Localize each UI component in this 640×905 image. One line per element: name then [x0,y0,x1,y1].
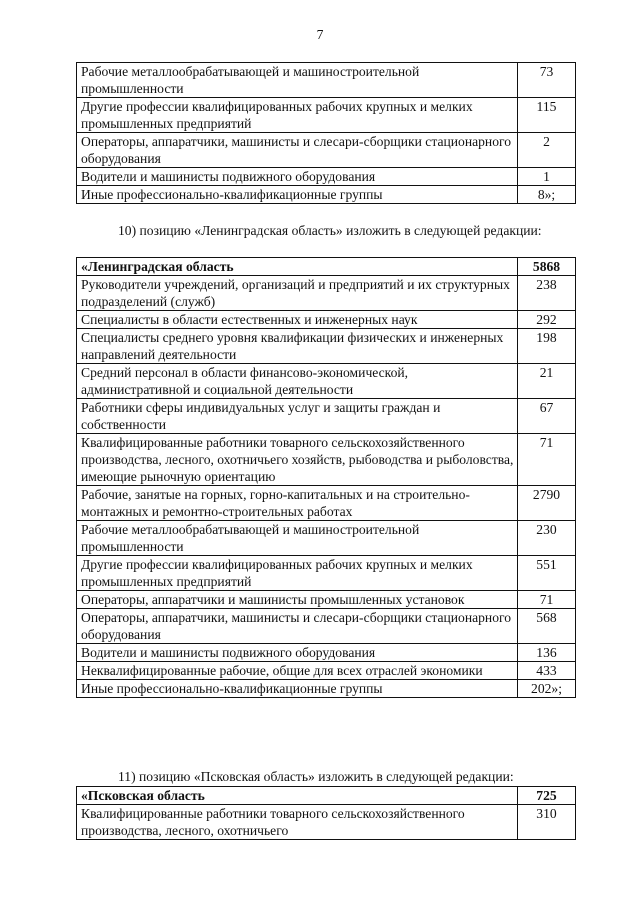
table-row [77,364,576,399]
row-value: 230 [518,521,576,556]
row-value: 551 [518,556,576,591]
table-row [77,329,576,364]
row-label: Рабочие металлообрабатывающей и машиностроительной промышленности [77,521,518,556]
paragraph-text: позицию «Ленинградская область» изложить в следующей редакции: [139,223,542,238]
row-value: 73 [518,63,576,98]
table-row [77,486,576,521]
paragraph-10 [76,222,576,239]
table-row [77,644,576,662]
row-value: 71 [518,434,576,486]
row-label: Специалисты в области естественных и инженерных наук [77,311,518,329]
table-row [77,63,576,98]
region-name: «Псковская область [77,787,518,805]
table-leningrad-region [76,257,576,698]
table-row [77,556,576,591]
table-row [77,399,576,434]
table-header-row [77,787,576,805]
row-value: 2790 [518,486,576,521]
row-label: Операторы, аппаратчики, машинисты и слесари-сборщики стационарного оборудования [77,609,518,644]
table-row [77,521,576,556]
table-row [77,662,576,680]
row-value: 136 [518,644,576,662]
paragraph-number: 10) [118,223,137,238]
table-row [77,133,576,168]
region-total: 5868 [518,258,576,276]
region-name: «Ленинградская область [77,258,518,276]
row-label: Другие профессии квалифицированных рабочих крупных и мелких промышленных предприятий [77,556,518,591]
row-value: 1 [518,168,576,186]
table-row [77,434,576,486]
row-value: 310 [518,805,576,840]
row-label: Операторы, аппаратчики, машинисты и слесари-сборщики стационарного оборудования [77,133,518,168]
row-value: 433 [518,662,576,680]
row-label: Квалифицированные работники товарного сельскохозяйственного производства, лесного, охотничьего хозяйств, рыбоводства и рыболовства, имеющие рыночную ориентацию [77,434,518,486]
row-label: Операторы, аппаратчики и машинисты промышленных установок [77,591,518,609]
table-row [77,591,576,609]
region-total: 725 [518,787,576,805]
row-label: Квалифицированные работники товарного сельскохозяйственного производства, лесного, охотничьего [77,805,518,840]
table-header-row [77,258,576,276]
row-label: Специалисты среднего уровня квалификации физических и инженерных направлений деятельности [77,329,518,364]
row-label: Работники сферы индивидуальных услуг и защиты граждан и собственности [77,399,518,434]
table-row [77,186,576,204]
row-value: 67 [518,399,576,434]
table-row [77,276,576,311]
row-label: Руководители учреждений, организаций и предприятий и их структурных подразделений (служб) [77,276,518,311]
table-row [77,311,576,329]
row-label: Рабочие металлообрабатывающей и машиностроительной промышленности [77,63,518,98]
row-value: 2 [518,133,576,168]
table-continued [76,62,576,204]
page-number: 7 [316,27,324,42]
row-value: 198 [518,329,576,364]
row-value: 292 [518,311,576,329]
row-label: Неквалифицированные рабочие, общие для всех отраслей экономики [77,662,518,680]
row-label: Другие профессии квалифицированных рабочих крупных и мелких промышленных предприятий [77,98,518,133]
row-label: Водители и машинисты подвижного оборудования [77,644,518,662]
row-value: 21 [518,364,576,399]
row-value: 238 [518,276,576,311]
paragraph-number: 11) [118,769,136,784]
row-label: Рабочие, занятые на горных, горно-капитальных и на строительно-монтажных и ремонтно-строительных работах [77,486,518,521]
paragraph-text: позицию «Псковская область» изложить в следующей редакции: [139,769,514,784]
table-row [77,168,576,186]
row-value: 202»; [518,680,576,698]
table-pskov-region [76,786,576,840]
row-value: 8»; [518,186,576,204]
row-value: 71 [518,591,576,609]
table-row [77,805,576,840]
row-label: Водители и машинисты подвижного оборудования [77,168,518,186]
table-row [77,609,576,644]
row-label: Иные профессионально-квалификационные группы [77,186,518,204]
row-label: Иные профессионально-квалификационные группы [77,680,518,698]
row-value: 115 [518,98,576,133]
table-row [77,680,576,698]
paragraph-11 [76,768,576,785]
table-row [77,98,576,133]
row-value: 568 [518,609,576,644]
row-label: Средний персонал в области финансово-экономической, административной и социальной деятельности [77,364,518,399]
